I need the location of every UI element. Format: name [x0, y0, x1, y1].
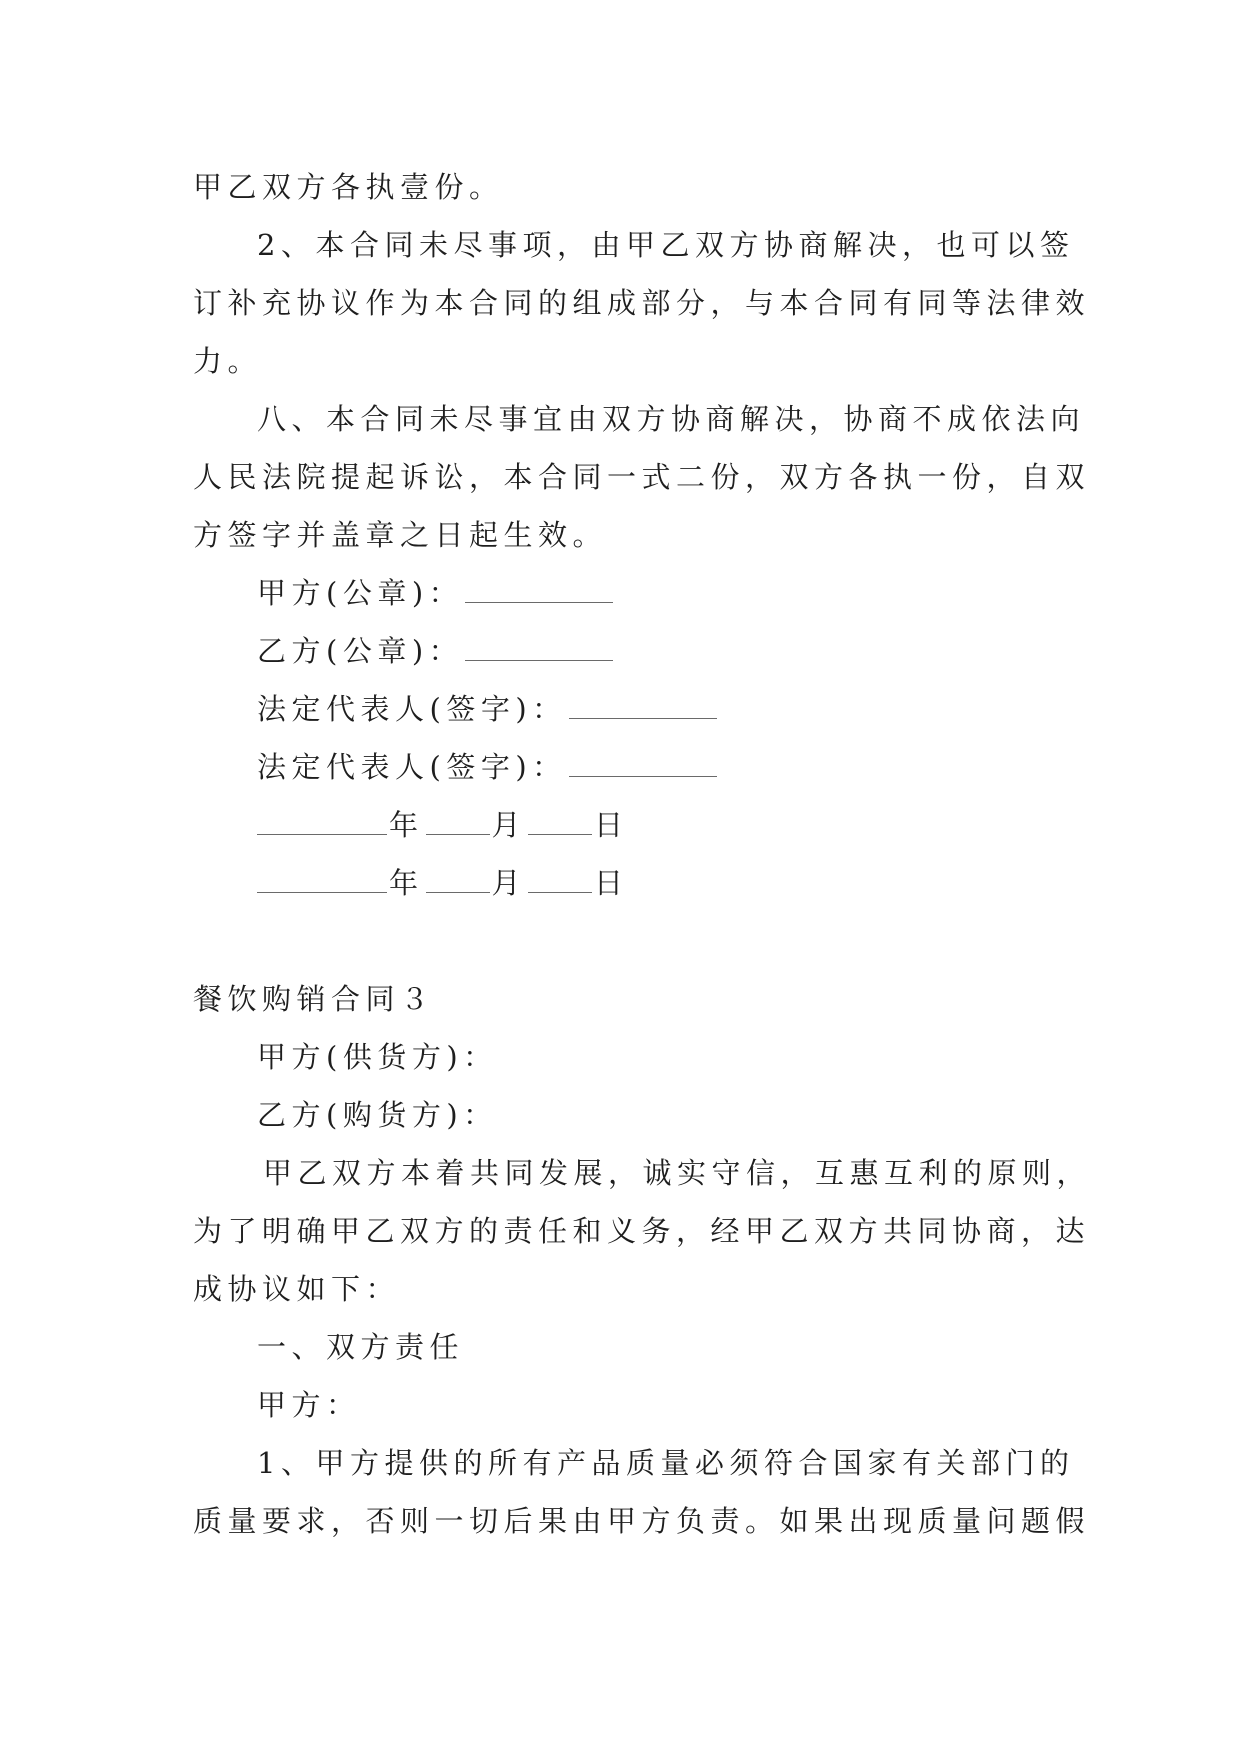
text-line: 订补充协议作为本合同的组成部分，与本合同有同等法律效 [193, 286, 1091, 320]
text-line: 成协议如下： [193, 1272, 401, 1306]
month-label: 月 [491, 866, 527, 900]
section-gap [193, 912, 1053, 970]
year-blank [257, 814, 387, 835]
party-b-seal-label: 乙方(公章)： [257, 634, 464, 668]
month-label: 月 [491, 808, 527, 842]
legal-rep-label: 法定代表人(签字)： [257, 692, 567, 726]
day-label: 日 [594, 866, 629, 900]
text-line: 八、本合同未尽事宜由双方协商解决，协商不成依法向 [257, 402, 1086, 436]
date-line [193, 796, 1053, 854]
signature-line-legal-rep-1 [193, 680, 1053, 738]
text-line: 力。 [193, 344, 263, 378]
text-line: 质量要求，否则一切后果由甲方负责。如果出现质量问题假 [193, 1504, 1091, 1538]
text-line: 甲乙双方各执壹份。 [193, 170, 504, 204]
year-blank [257, 872, 387, 893]
year-label: 年 [389, 808, 424, 842]
text-line: 2、本合同未尽事项，由甲乙双方协商解决，也可以签 [257, 228, 1075, 262]
clause-heading: 一、双方责任 [257, 1330, 465, 1364]
party-a-label: 甲方： [257, 1388, 361, 1422]
signature-line-party-a [193, 564, 1053, 622]
signature-line-legal-rep-2 [193, 738, 1053, 796]
text-line: 方签字并盖章之日起生效。 [193, 518, 608, 552]
text-line: 为了明确甲乙双方的责任和义务，经甲乙双方共同协商，达 [193, 1214, 1091, 1248]
document-body [193, 158, 1092, 1550]
day-blank [528, 814, 592, 835]
legal-rep-blank [569, 698, 717, 719]
legal-rep-blank [569, 756, 717, 777]
party-b-seal-blank [465, 640, 613, 661]
party-a-seal-label: 甲方(公章)： [257, 576, 464, 610]
party-a-seal-blank [465, 582, 613, 603]
signature-line-party-b [193, 622, 1053, 680]
text-line: 1、甲方提供的所有产品质量必须符合国家有关部门的 [257, 1446, 1075, 1480]
year-label: 年 [389, 866, 424, 900]
day-label: 日 [594, 808, 629, 842]
legal-rep-label: 法定代表人(签字)： [257, 750, 567, 784]
month-blank [426, 872, 490, 893]
party-a-line: 甲方(供货方)： [257, 1040, 498, 1074]
date-line [193, 854, 1053, 912]
party-b-line: 乙方(购货方)： [257, 1098, 498, 1132]
section-title: 餐饮购销合同３ [193, 982, 435, 1016]
day-blank [528, 872, 592, 893]
month-blank [426, 814, 490, 835]
text-line: 甲乙双方本着共同发展，诚实守信，互惠互利的原则， [263, 1156, 1092, 1190]
text-line: 人民法院提起诉讼，本合同一式二份，双方各执一份，自双 [193, 460, 1091, 494]
